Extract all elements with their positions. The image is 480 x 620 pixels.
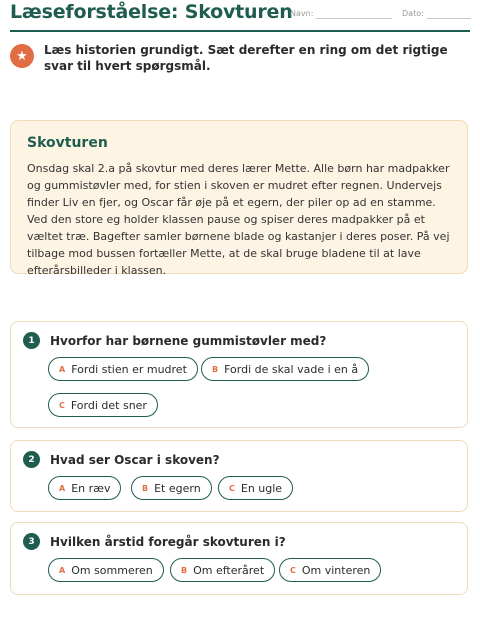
name-line[interactable]: [316, 10, 392, 19]
answer-option-2c[interactable]: [218, 476, 293, 500]
option-text: Om vinteren: [301, 563, 371, 577]
answer-option-1b[interactable]: [201, 357, 369, 381]
question-card-2: [10, 440, 468, 512]
option-text: Om efteråret: [193, 563, 265, 577]
instruction-text: Læs historien grundigt. Sæt derefter en ring om det rigtige svar til hvert spørgsmål.: [44, 43, 448, 73]
date-label: Dato:: [402, 9, 424, 18]
option-text: Om sommeren: [71, 563, 153, 577]
option-letter: C: [59, 400, 65, 410]
option-letter: C: [290, 565, 296, 575]
instruction: [10, 42, 460, 74]
story-title: Skovturen: [27, 135, 108, 151]
option-letter: C: [229, 483, 235, 493]
question-number: 2: [23, 451, 40, 468]
option-letter: A: [59, 565, 66, 575]
name-label: Navn:: [290, 9, 314, 18]
option-text: Fordi de skal vade i en å: [224, 362, 359, 376]
date-field[interactable]: [402, 9, 471, 19]
answer-option-1a[interactable]: [48, 357, 198, 381]
option-letter: A: [59, 364, 66, 374]
story-text: Onsdag skal 2.a på skovtur med deres lærer Mette. Alle børn har madpakker og gummistøvler med, for stien i skoven er mudret efter regnen. Undervejs finder Liv en fjer, og Oscar får øje på et egern, der piler op ad en stamme. Ved den store eg holder klassen pause og spiser deres madpakker på et væltet træ. Bagefter samler børnene blade og kastanjer i deres poser. På vej tilbage mod bussen fortæller Mette, at de skal bruge bladene til at lave efterårsbilleder i klassen.: [27, 162, 450, 277]
answer-option-1c[interactable]: [48, 393, 158, 417]
question-number: 3: [23, 533, 40, 550]
answer-option-3a[interactable]: [48, 558, 164, 582]
worksheet-header: [10, 0, 470, 32]
question-text: Hvad ser Oscar i skoven?: [50, 452, 220, 467]
date-line[interactable]: [427, 10, 471, 19]
option-text: Et egern: [154, 481, 201, 495]
name-field[interactable]: [290, 9, 392, 19]
answer-option-3b[interactable]: [170, 558, 275, 582]
answer-option-3c[interactable]: [279, 558, 381, 582]
question-text: Hvorfor har børnene gummistøvler med?: [50, 333, 327, 348]
question-header: [23, 451, 220, 468]
question-number: 1: [23, 332, 40, 349]
option-text: En ugle: [240, 481, 283, 495]
option-letter: B: [181, 565, 188, 575]
option-text: Fordi det sner: [70, 398, 147, 412]
answer-option-2a[interactable]: [48, 476, 121, 500]
question-text: Hvilken årstid foregår skovturen i?: [50, 534, 286, 549]
question-card-1: [10, 321, 468, 428]
question-header: [23, 332, 326, 349]
story-box: [10, 120, 468, 277]
answer-option-2b[interactable]: [131, 476, 212, 500]
option-letter: A: [59, 483, 66, 493]
option-letter: B: [212, 364, 219, 374]
option-text: Fordi stien er mudret: [71, 362, 187, 376]
option-letter: B: [142, 483, 149, 493]
question-header: [23, 533, 286, 550]
star-icon: ★: [10, 44, 34, 68]
page-title: Læseforståelse: Skovturen: [10, 1, 293, 23]
option-text: En ræv: [71, 481, 111, 495]
question-card-3: [10, 522, 468, 595]
